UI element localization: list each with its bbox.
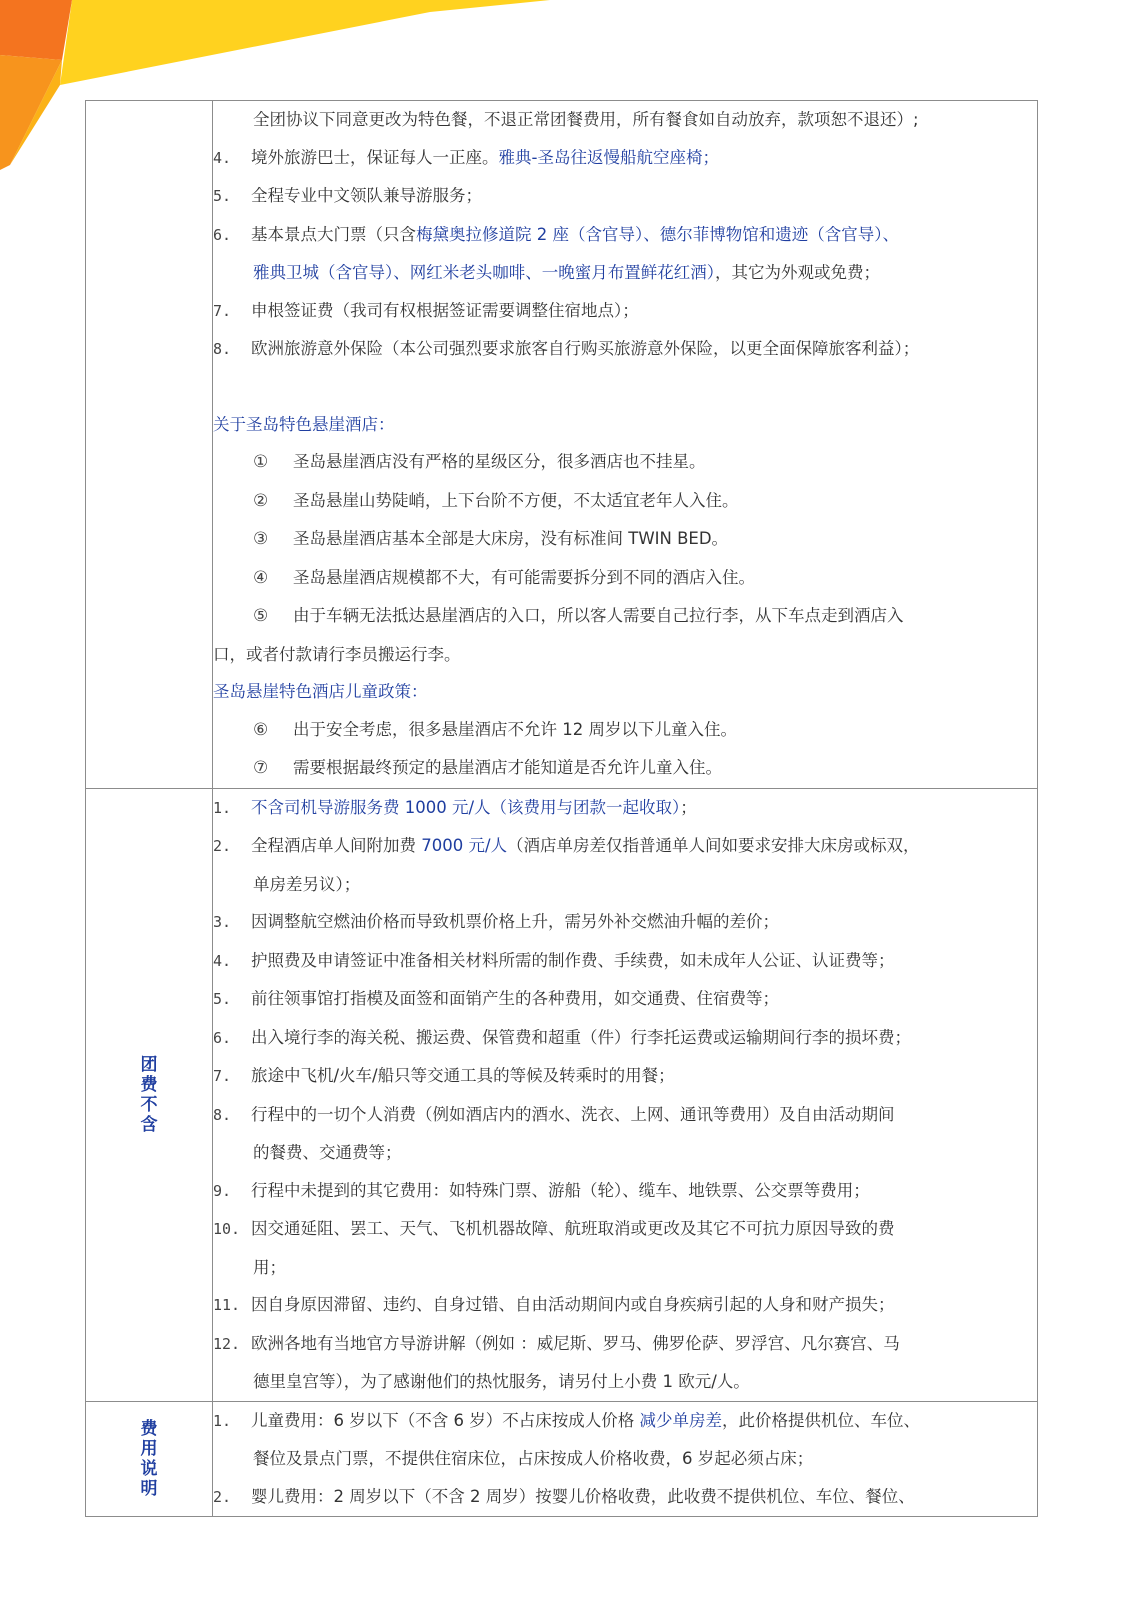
section-fee-notes (86, 1401, 1038, 1517)
included-content (213, 101, 1038, 789)
list-item: 1. 不含司机导游服务费 1000 元/人（该费用与团款一起收取）； (213, 797, 697, 817)
list-item: 5. 前往领事馆打指模及面签和面销产生的各种费用，如交通费、住宿费等； (213, 989, 779, 1008)
section-label-fee-notes: 费 用 说 明 (86, 1401, 213, 1517)
list-item: 7. 旅途中飞机/火车/船只等交通工具的等候及转乘时的用餐； (213, 1066, 675, 1085)
list-item-continuation: 的餐费、交通费等； (253, 1143, 402, 1162)
itinerary-table (85, 100, 1038, 1517)
continued-line: 全团协议下同意更改为特色餐，不退正常团餐费用，所有餐食如自动放弃，款项恕不退还）; (253, 110, 919, 129)
list-item: 1. 儿童费用：6 岁以下（不含 6 岁）不占床按成人价格 减少单房差，此价格提供机位、车位、 (213, 1410, 920, 1430)
section-label-not-included: 团 费 不 含 (86, 788, 213, 1401)
list-item-continuation: 餐位及景点门票，不提供住宿床位，占床按成人价格收费，6 岁起必须占床； (253, 1449, 814, 1468)
section-included-continued (86, 101, 1038, 789)
child-note: ⑥ 出于安全考虑，很多悬崖酒店不允许 12 周岁以下儿童入住。 (253, 719, 737, 740)
hotel-note: ③ 圣岛悬崖酒店基本全部是大床房，没有标准间 TWIN BED。 (253, 529, 729, 549)
hotel-heading: 关于圣岛特色悬崖酒店： (213, 414, 395, 434)
list-item: 5. 全程专业中文领队兼导游服务； (213, 186, 482, 205)
empty-label-cell (86, 101, 213, 789)
list-item-continuation: 单房差另议）； (253, 874, 361, 894)
list-item: 6. 基本景点大门票（只含梅黛奥拉修道院 2 座（含官导）、德尔菲博物馆和遗迹（含官导）、 (213, 224, 899, 244)
list-item: 3. 因调整航空燃油价格而导致机票价格上升，需另外补交燃油升幅的差价； (213, 912, 779, 931)
list-item: 8. 行程中的一切个人消费（例如酒店内的酒水、洗衣、上网、通讯等费用）及自由活动期间 (213, 1104, 895, 1124)
list-item: 9. 行程中未提到的其它费用：如特殊门票、游船（轮）、缆车、地铁票、公交票等费用； (213, 1180, 870, 1200)
hotel-note-continuation: 口，或者付款请行李员搬运行李。 (213, 644, 461, 664)
section-not-included (86, 788, 1038, 1401)
child-policy-heading: 圣岛悬崖特色酒店儿童政策： (213, 682, 428, 701)
list-item: 4. 护照费及申请签证中准备相关材料所需的制作费、手续费，如未成年人公证、认证费等； (213, 950, 895, 970)
fee-notes-content (213, 1401, 1038, 1517)
list-item: 10. 因交通延阻、罢工、天气、飞机机器故障、航班取消或更改及其它不可抗力原因导致的费 (213, 1219, 895, 1238)
list-item: 11. 因自身原因滞留、违约、自身过错、自由活动期间内或自身疾病引起的人身和财产损失； (213, 1295, 895, 1314)
list-item: 12. 欧洲各地有当地官方导游讲解（例如 ：威尼斯、罗马、佛罗伦萨、罗浮宫、凡尔赛宫、马 (213, 1333, 900, 1353)
hotel-note: ⑤ 由于车辆无法抵达悬崖酒店的入口，所以客人需要自己拉行李，从下车点走到酒店入 (253, 606, 904, 626)
hotel-note: ① 圣岛悬崖酒店没有严格的星级区分，很多酒店也不挂星。 (253, 452, 706, 472)
list-item: 8. 欧洲旅游意外保险（本公司强烈要求旅客自行购买旅游意外保险，以更全面保障旅客利益）； (213, 339, 920, 358)
not-included-content (213, 788, 1038, 1401)
list-item: 2. 婴儿费用：2 周岁以下（不含 2 周岁）按婴儿价格收费，此收费不提供机位、车位、餐位、 (213, 1486, 915, 1506)
list-item: 6. 出入境行李的海关税、搬运费、保管费和超重（件）行李托运费或运输期间行李的损坏费； (213, 1027, 911, 1047)
hotel-note: ② 圣岛悬崖山势陡峭，上下台阶不方便，不太适宜老年人入住。 (253, 490, 739, 511)
list-item: 2. 全程酒店单人间附加费 7000 元/人（酒店单房差仅指普通单人间如要求安排大床房或标双， (213, 836, 920, 855)
list-item: 4. 境外旅游巴士，保证每人一正座。雅典-圣岛往返慢船航空座椅； (213, 147, 719, 167)
list-item-continuation: 德里皇宫等），为了感谢他们的热忱服务，请另付上小费 1 欧元/人。 (253, 1372, 750, 1391)
child-note: ⑦ 需要根据最终预定的悬崖酒店才能知道是否允许儿童入住。 (253, 758, 722, 778)
hotel-note: ④ 圣岛悬崖酒店规模都不大，有可能需要拆分到不同的酒店入住。 (253, 567, 755, 588)
list-item-continuation: 用； (253, 1257, 286, 1277)
list-item-continuation: 雅典卫城（含官导）、网红米老头咖啡、一晚蜜月布置鲜花红酒），其它为外观或免费； (253, 263, 880, 282)
list-item: 7. 申根签证费（我司有权根据签证需要调整住宿地点）； (213, 300, 639, 320)
